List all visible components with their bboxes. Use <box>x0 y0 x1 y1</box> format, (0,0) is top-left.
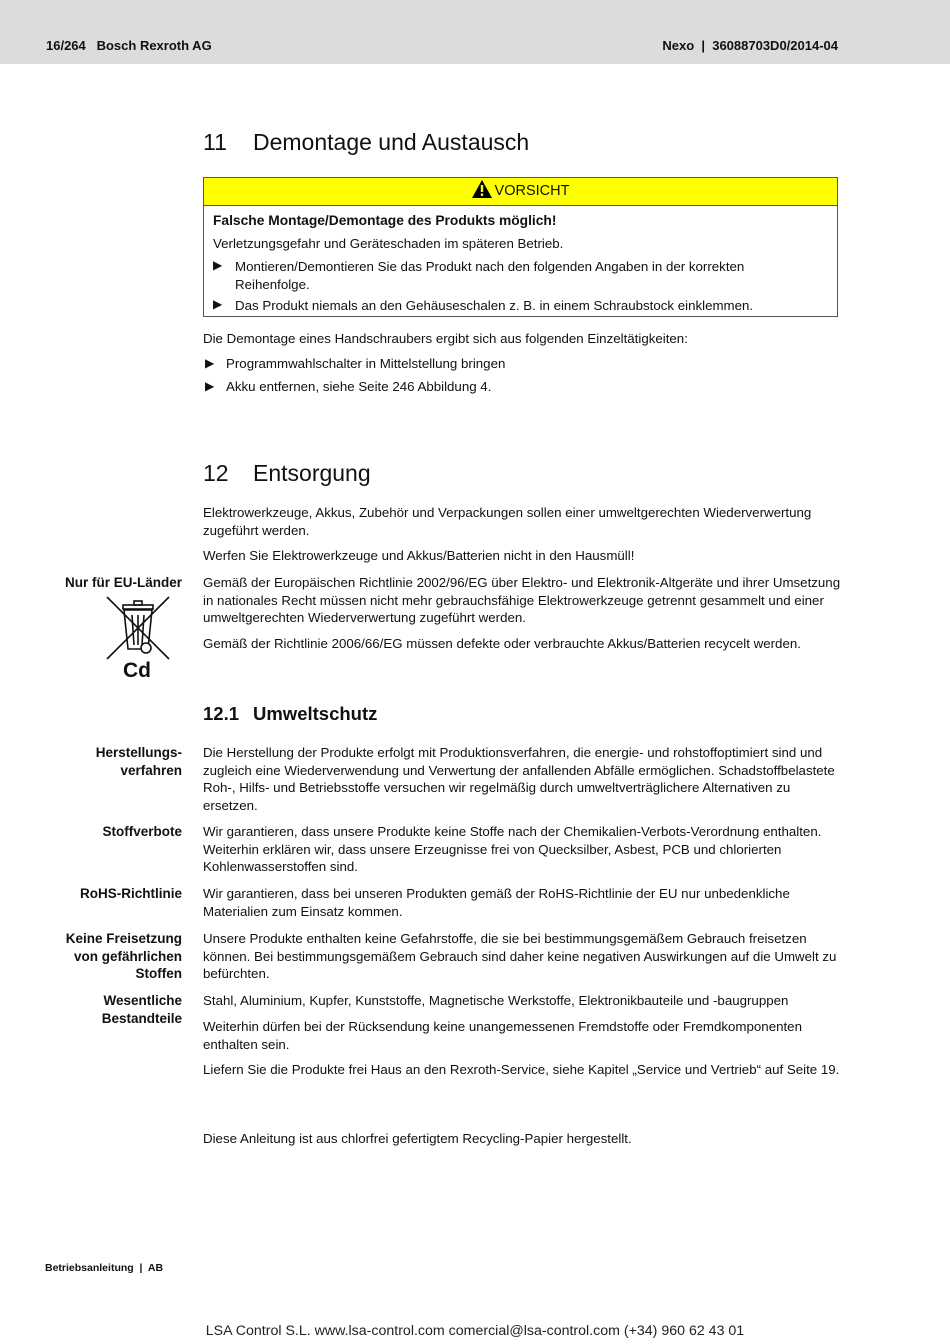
paragraph: Gemäß der Europäischen Richtlinie 2002/96/EG über Elektro- und Elektronik-Altgeräte und ihrer Umsetzung in nationales Recht müssen nicht mehr gebrauchsfähige Elektrowerkzeuge getrennt gesammelt und einer umweltgerechten Wiederverwertung zugeführt werden. <box>203 575 841 626</box>
paragraph: Werfen Sie Elektrowerkzeuge und Akkus/Batterien nicht in den Hausmüll! <box>203 548 635 563</box>
paragraph: Gemäß der Richtlinie 2006/66/EG müssen defekte oder verbrauchte Akkus/Batterien recycelt werden. <box>203 636 801 651</box>
weee-bin-icon <box>105 595 171 681</box>
paragraph: Elektrowerkzeuge, Akkus, Zubehör und Verpackungen sollen einer umweltgerechten Wiederverwertung zugeführt werden. <box>203 505 812 538</box>
section-12-1-heading <box>203 703 377 725</box>
paragraph: Unsere Produkte enthalten keine Gefahrstoffe, die sie bei bestimmungsgemäßem Gebrauch freisetzen können. Bei bestimmungsgemäßem Gebrauch sind daher keine negativen Auswirkungen auf die Umwelt zu befürchten. <box>203 931 837 982</box>
footer-doc-type: Betriebsanleitung | AB <box>45 1262 164 1274</box>
section-number: 12 <box>203 460 229 486</box>
paragraph: Stahl, Aluminium, Kupfer, Kunststoffe, Magnetische Werkstoffe, Elektronikbauteile und -baugruppen <box>203 993 789 1008</box>
demontage-step: Programmwahlschalter in Mittelstellung bringen <box>226 356 506 371</box>
side-label: RoHS-Richtlinie <box>79 886 182 901</box>
bullet-arrow-icon: ▶ <box>205 356 215 370</box>
paragraph: Weiterhin dürfen bei der Rücksendung keine unangemessenen Fremdstoffe oder Fremdkomponenten enthalten sein. <box>203 1019 802 1052</box>
bullet-arrow-icon: ▶ <box>213 258 223 272</box>
bullet-arrow-icon: ▶ <box>205 379 215 393</box>
paragraph: Die Herstellung der Produkte erfolgt mit Produktionsverfahren, die energie- und rohstoffoptimiert sind und zugleich eine Wiederverwendung und Verwertung der anfallenden Abfälle ermöglichen. Schadstoffbelastete Roh-, Hilfs- und Betriebsstoffe versuchen wir regelmäßig durch umweltverträglichere Alternativen zu ersetzen. <box>203 745 835 813</box>
page-header <box>0 0 950 64</box>
section-title: Demontage und Austausch <box>253 129 530 155</box>
footer-contact: LSA Control S.L. www.lsa-control.com comercial@lsa-control.com (+34) 960 62 43 01 <box>205 1323 745 1339</box>
section-number: 12.1 <box>203 703 240 724</box>
side-label: Stoffverbote <box>102 824 182 839</box>
warning-box <box>203 177 838 317</box>
header-doc-info: Nexo | 36088703D0/2014-04 <box>662 38 838 53</box>
warning-title: Falsche Montage/Demontage des Produkts möglich! <box>213 213 557 228</box>
section-number: 11 <box>203 129 227 155</box>
warning-item: Montieren/Demontieren Sie das Produkt nach den folgenden Angaben in der korrekten Reihenfolge. <box>235 259 745 292</box>
section-title: Entsorgung <box>253 460 371 486</box>
bullet-arrow-icon: ▶ <box>213 297 223 311</box>
section-11-heading <box>203 129 529 156</box>
paragraph: Liefern Sie die Produkte frei Haus an den Rexroth-Service, siehe Kapitel „Service und Vertrieb“ auf Seite 19. <box>203 1062 840 1077</box>
warning-icon <box>472 180 492 208</box>
section-12-heading <box>203 460 371 487</box>
paragraph: Wir garantieren, dass bei unseren Produkten gemäß der RoHS-Richtlinie der EU nur unbedenkliche Materialien zum Einsatz kommen. <box>203 886 790 919</box>
side-label: Herstellungs- verfahren <box>95 745 182 778</box>
demontage-intro: Die Demontage eines Handschraubers ergibt sich aus folgenden Einzeltätigkeiten: <box>203 331 688 346</box>
header-page-info: 16/264 Bosch Rexroth AG <box>46 38 212 53</box>
weee-symbol-text: Cd <box>123 659 151 682</box>
side-label-eu: Nur für EU-Länder <box>64 575 182 590</box>
side-label: Wesentliche Bestandteile <box>101 993 182 1026</box>
paragraph: Wir garantieren, dass unsere Produkte keine Stoffe nach der Chemikalien-Verbots-Verordnung enthalten. Weiterhin erklären wir, dass unsere Erzeugnisse frei von Quecksilber, Asbest, PCB und chlorierten Kohlenwasserstoffen sind. <box>203 824 822 875</box>
warning-text: Verletzungsgefahr und Geräteschaden im späteren Betrieb. <box>213 236 564 251</box>
paragraph: Diese Anleitung ist aus chlorfrei gefertigtem Recycling-Papier hergestellt. <box>203 1131 632 1146</box>
warning-label: VORSICHT <box>494 183 570 199</box>
demontage-step: Akku entfernen, siehe Seite 246 Abbildung 4. <box>226 379 492 394</box>
warning-item: Das Produkt niemals an den Gehäuseschalen z. B. in einem Schraubstock einklemmen. <box>235 298 754 313</box>
side-label: Keine Freisetzung von gefährlichen Stoffen <box>65 931 182 982</box>
warning-header <box>204 178 837 206</box>
section-title: Umweltschutz <box>253 703 378 724</box>
